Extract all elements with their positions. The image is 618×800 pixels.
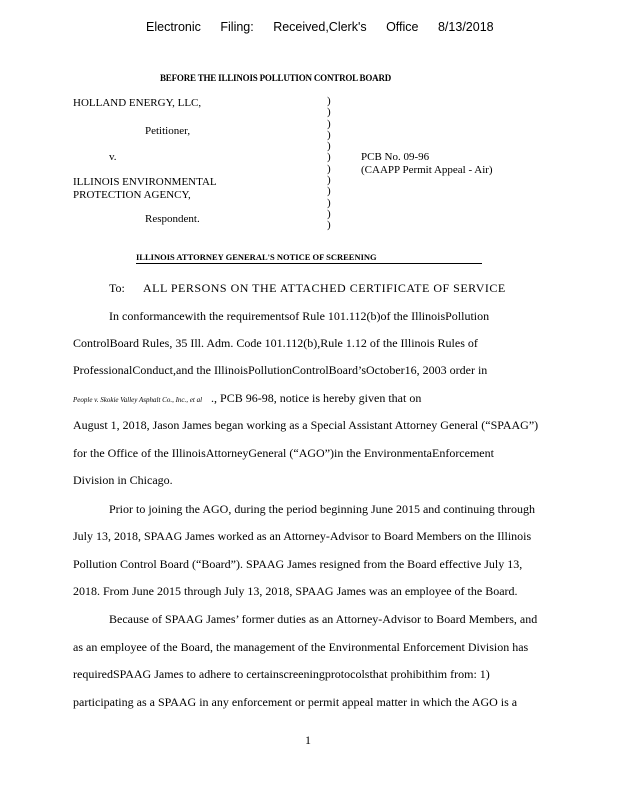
notice-title-rule [136, 263, 482, 264]
stamp-part: Electronic [146, 20, 201, 34]
paragraph-1-line: In conformancewith the requirementsof Rule 101.112(b)of the IllinoisPollution [109, 309, 490, 323]
stamp-part: Office [386, 20, 419, 34]
paren: ) [327, 140, 331, 153]
paren: ) [327, 151, 331, 164]
paragraph-3-line: requiredSPAAG James to adhere to certainscreeningprotocolsthat prohibithim from: 1) [73, 667, 490, 681]
paragraph-1-line: ProfessionalConduct,and the IllinoisPollutionControlBoard’sOctober16, 2003 order in [73, 363, 488, 377]
paren: ) [327, 174, 331, 187]
paragraph-1-line: Division in Chicago. [73, 473, 173, 487]
paren: ) [327, 128, 331, 141]
paragraph-2-line: July 13, 2018, SPAAG James worked as an Attorney-Advisor to Board Members on the Illinois [73, 529, 532, 543]
citation-rest: ., PCB 96-98, notice is hereby given that on [211, 391, 422, 405]
case-number: PCB No. 09-96 [361, 151, 430, 163]
paragraph-1-line: ControlBoard Rules, 35 Ill. Adm. Code 101.112(b),Rule 1.12 of the Illinois Rules of [73, 336, 478, 350]
paragraph-3-line: Because of SPAAG James’ former duties as an Attorney-Advisor to Board Members, and [109, 612, 538, 626]
paren: ) [327, 185, 331, 198]
respondent-name-line1: ILLINOIS ENVIRONMENTAL [73, 176, 217, 188]
notice-title: ILLINOIS ATTORNEY GENERAL'S NOTICE OF SCREENING [136, 252, 377, 262]
paragraph-3-line: participating as a SPAAG in any enforcement or permit appeal matter in which the AGO is a [73, 695, 518, 709]
paren: ) [327, 196, 331, 209]
paragraph-2-line: Pollution Control Board (“Board”). SPAAG James resigned from the Board effective July 13, [73, 557, 523, 571]
caption-parentheses [327, 96, 331, 232]
paren: ) [327, 95, 331, 107]
stamp-part: 8/13/2018 [437, 20, 494, 34]
paren: ) [327, 106, 331, 119]
to-recipients: ALL PERSONS ON THE ATTACHED CERTIFICATE OF SERVICE [143, 281, 506, 295]
paragraph-3-line: as an employee of the Board, the management of the Environmental Enforcement Division has [73, 640, 529, 654]
page-number: 1 [305, 733, 311, 747]
paragraph-1-line: August 1, 2018, Jason James began working as a Special Assistant Attorney General (“SPAAG”) [73, 418, 539, 432]
paren: ) [327, 219, 331, 232]
filing-stamp [146, 20, 508, 34]
stamp-part: Received,Clerk's [273, 20, 367, 34]
board-heading: BEFORE THE ILLINOIS POLLUTION CONTROL BOARD [160, 73, 392, 83]
stamp-part: Filing: [220, 20, 254, 34]
case-citation: People v. Skokie Valley Asphalt Co., Inc., et al [73, 396, 203, 404]
respondent-role: Respondent. [145, 213, 200, 225]
paragraph-2-line: Prior to joining the AGO, during the period beginning June 2015 and continuing through [109, 502, 535, 516]
case-type: (CAAPP Permit Appeal - Air) [361, 164, 493, 176]
versus: v. [109, 151, 117, 163]
paren: ) [327, 207, 331, 220]
paren: ) [327, 162, 331, 175]
paragraph-2-line: 2018. From June 2015 through July 13, 2018, SPAAG James was an employee of the Board. [73, 584, 518, 598]
to-label: To: [109, 281, 125, 295]
petitioner-name: HOLLAND ENERGY, LLC, [73, 97, 202, 109]
paragraph-1-line [73, 391, 421, 406]
respondent-name-line2: PROTECTION AGENCY, [73, 189, 191, 201]
petitioner-role: Petitioner, [145, 125, 191, 137]
paragraph-1-line: for the Office of the IllinoisAttorneyGeneral (“AGO”)in the EnvironmentaEnforcement [73, 446, 494, 460]
paren: ) [327, 117, 331, 130]
